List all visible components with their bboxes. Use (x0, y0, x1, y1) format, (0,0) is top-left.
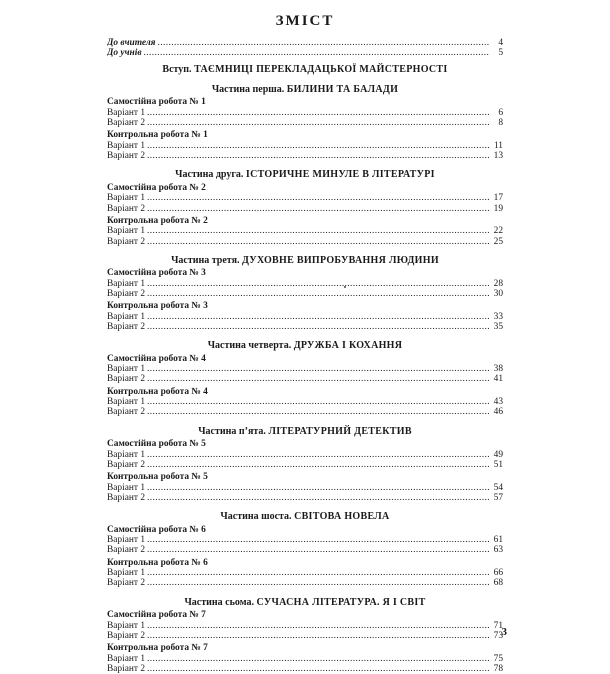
toc-entry-variant[interactable] (107, 289, 503, 299)
leader-dots (147, 364, 489, 374)
leader-dots (147, 322, 489, 332)
toc-entry-variant[interactable] (107, 631, 503, 641)
variant-page: 78 (493, 663, 503, 674)
variant-label: Варіант 1 (107, 535, 146, 546)
variant-page: 13 (493, 151, 503, 162)
toc-entry-variant[interactable] (107, 226, 503, 236)
leader-dots (147, 483, 489, 493)
toc-entry-variant[interactable] (107, 578, 503, 588)
work-title: Самостійна робота № 7 (107, 610, 206, 620)
leader-dots (147, 279, 489, 289)
page-number: 3 (501, 626, 507, 638)
variant-label: Варіант 1 (107, 620, 146, 631)
work-title: Самостійна робота № 4 (107, 353, 206, 364)
toc-entry-variant[interactable] (107, 568, 503, 578)
part-name: ІСТОРИЧНЕ МИНУЛЕ В ЛІТЕРАТУРІ (245, 169, 435, 181)
variant-page: 33 (493, 311, 503, 322)
variant-page: 49 (493, 449, 503, 460)
entry-page: 5 (498, 48, 503, 59)
toc-entry-variant[interactable] (107, 460, 503, 470)
toc-entry-variant[interactable] (107, 374, 503, 384)
variant-page: 28 (493, 278, 503, 289)
part-name: ЛІТЕРАТУРНИЙ ДЕТЕКТИВ (268, 425, 412, 437)
work-title: Самостійна робота № 1 (107, 97, 206, 108)
part-prefix: Частина шоста. (220, 511, 292, 523)
variant-label: Варіант 2 (107, 322, 146, 332)
part-prefix: Частина сьома. (184, 596, 254, 608)
part-heading[interactable] (107, 169, 503, 181)
variant-page: 6 (498, 107, 503, 118)
variant-page: 43 (493, 397, 503, 408)
variant-label: Варіант 1 (107, 568, 146, 579)
variant-page: 73 (493, 630, 503, 641)
toc-entry-variant[interactable] (107, 141, 503, 151)
variant-label: Варіант 1 (107, 653, 146, 664)
variant-page: 22 (493, 226, 503, 237)
toc-entry-variant[interactable] (107, 204, 503, 214)
part-prefix: Частина друга. (175, 169, 244, 181)
leader-dots (147, 493, 489, 503)
variant-page: 8 (498, 118, 503, 129)
leader-dots (147, 118, 489, 128)
variant-page: 57 (493, 492, 503, 503)
variant-label: Варіант 1 (107, 193, 146, 204)
part-name: СВІТОВА НОВЕЛА (294, 511, 390, 523)
leader-dots (147, 631, 489, 641)
work-title: Самостійна робота № 2 (107, 182, 206, 193)
variant-label: Варіант 2 (107, 407, 146, 418)
section-name: ТАЄМНИЦІ ПЕРЕКЛАДАЦЬКОЇ МАЙСТЕРНОСТІ (194, 64, 448, 76)
variant-label: Варіант 1 (107, 107, 146, 118)
work-title: Самостійна робота № 6 (107, 524, 206, 535)
variant-label: Варіант 1 (107, 397, 146, 408)
toc-title: ЗМІСТ (275, 13, 335, 29)
toc-entry-variant[interactable] (107, 535, 503, 545)
leader-dots (147, 664, 489, 674)
work-title: Самостійна робота № 3 (107, 268, 206, 279)
variant-label: Варіант 2 (107, 151, 146, 162)
toc-entry-variant[interactable] (107, 312, 503, 322)
part-heading[interactable] (107, 255, 503, 267)
toc-entry-variant[interactable] (107, 118, 503, 128)
toc-entry-variant[interactable] (107, 621, 503, 631)
variant-page: 66 (493, 568, 503, 579)
part-name: ДУХОВНЕ ВИПРОБУВАННЯ ЛЮДИНИ (242, 254, 439, 266)
work-title: Контрольна робота № 5 (107, 472, 208, 483)
variant-page: 35 (493, 322, 503, 332)
variant-page: 61 (493, 535, 503, 546)
toc-entry-variant[interactable] (107, 279, 503, 289)
part-heading[interactable] (107, 426, 503, 438)
part-prefix: Частина п’ята. (198, 425, 266, 437)
work-title: Контрольна робота № 7 (107, 642, 208, 653)
leader-dots (147, 568, 489, 578)
variant-label: Варіант 1 (107, 278, 146, 289)
leader-dots (158, 38, 490, 48)
section-prefix: Вступ. (162, 64, 192, 76)
toc-entry-variant[interactable] (107, 364, 503, 374)
variant-label: Варіант 2 (107, 374, 146, 385)
variant-label: Варіант 1 (107, 311, 146, 322)
variant-page: 19 (493, 203, 503, 214)
work-title: Контрольна робота № 2 (107, 215, 208, 226)
toc-entry-teacher[interactable] (107, 38, 503, 48)
leader-dots (144, 48, 489, 58)
leader-dots (147, 460, 489, 470)
variant-label: Варіант 2 (107, 118, 146, 129)
part-heading[interactable] (107, 84, 503, 96)
toc-entry-variant[interactable] (107, 493, 503, 503)
part-heading[interactable] (107, 340, 503, 352)
variant-label: Варіант 2 (107, 578, 146, 589)
stray-mark (344, 286, 346, 288)
toc-entry-variant[interactable] (107, 108, 503, 118)
variant-label: Варіант 2 (107, 630, 146, 641)
variant-page: 11 (493, 140, 503, 151)
toc-entry-variant[interactable] (107, 450, 503, 460)
variant-page: 38 (493, 364, 503, 375)
variant-page: 25 (493, 236, 503, 247)
leader-dots (147, 578, 489, 588)
variant-label: Варіант 2 (107, 459, 146, 470)
variant-label: Варіант 1 (107, 226, 146, 237)
toc-entry-variant[interactable] (107, 151, 503, 161)
toc-entry-variant[interactable] (107, 483, 503, 493)
leader-dots (147, 621, 489, 631)
intro-section-heading[interactable] (107, 64, 503, 76)
variant-page: 54 (493, 482, 503, 493)
part-name: СУЧАСНА ЛІТЕРАТУРА. Я І СВІТ (256, 596, 426, 608)
variant-label: Варіант 2 (107, 236, 146, 247)
part-heading[interactable] (107, 597, 503, 609)
part-prefix: Частина перша. (211, 83, 285, 95)
leader-dots (147, 193, 489, 203)
toc-entry-variant[interactable] (107, 322, 503, 332)
variant-page: 46 (493, 407, 503, 418)
work-title: Контрольна робота № 3 (107, 301, 208, 312)
part-prefix: Частина третя. (171, 254, 240, 266)
part-prefix: Частина четверта. (207, 340, 292, 352)
variant-label: Варіант 1 (107, 364, 146, 375)
toc-entry-variant[interactable] (107, 397, 503, 407)
toc-entry-variant[interactable] (107, 654, 503, 664)
leader-dots (147, 407, 489, 417)
work-title: Контрольна робота № 6 (107, 557, 208, 568)
variant-label: Варіант 2 (107, 663, 146, 674)
leader-dots (147, 141, 489, 151)
entry-page: 4 (498, 38, 503, 48)
leader-dots (147, 237, 489, 247)
table-of-contents (107, 12, 503, 674)
variant-page: 63 (493, 545, 503, 556)
leader-dots (147, 312, 489, 322)
leader-dots (147, 204, 489, 214)
parts-list (107, 84, 503, 674)
variant-page: 68 (493, 578, 503, 589)
leader-dots (147, 226, 489, 236)
variant-page: 41 (493, 374, 503, 385)
leader-dots (147, 450, 489, 460)
leader-dots (147, 289, 489, 299)
variant-label: Варіант 2 (107, 492, 146, 503)
variant-label: Варіант 1 (107, 140, 146, 151)
intro-entries (107, 38, 503, 58)
variant-label: Варіант 1 (107, 482, 146, 493)
toc-entry-variant[interactable] (107, 407, 503, 417)
leader-dots (147, 397, 489, 407)
variant-label: Варіант 2 (107, 545, 146, 556)
variant-page: 71 (493, 620, 503, 631)
entry-label: До учнів (107, 48, 142, 59)
variant-label: Варіант 2 (107, 289, 146, 300)
variant-page: 30 (493, 289, 503, 300)
part-heading[interactable] (107, 511, 503, 523)
leader-dots (147, 545, 489, 555)
part-name: БИЛИНИ ТА БАЛАДИ (286, 83, 399, 95)
work-title: Самостійна робота № 5 (107, 439, 206, 450)
toc-entry-variant[interactable] (107, 237, 503, 247)
leader-dots (147, 374, 489, 384)
variant-page: 75 (493, 653, 503, 664)
leader-dots (147, 654, 489, 664)
work-title: Контрольна робота № 1 (107, 130, 208, 141)
variant-label: Варіант 2 (107, 203, 146, 214)
leader-dots (147, 535, 489, 545)
toc-entry-variant[interactable] (107, 193, 503, 203)
toc-entry-variant[interactable] (107, 664, 503, 674)
variant-page: 51 (493, 459, 503, 470)
variant-page: 17 (493, 193, 503, 204)
variant-label: Варіант 1 (107, 449, 146, 460)
toc-entry-variant[interactable] (107, 545, 503, 555)
work-title: Контрольна робота № 4 (107, 386, 208, 397)
part-name: ДРУЖБА І КОХАННЯ (293, 340, 403, 352)
entry-label: До вчителя (107, 38, 156, 48)
toc-entry-students[interactable] (107, 48, 503, 58)
leader-dots (147, 108, 489, 118)
leader-dots (147, 151, 489, 161)
